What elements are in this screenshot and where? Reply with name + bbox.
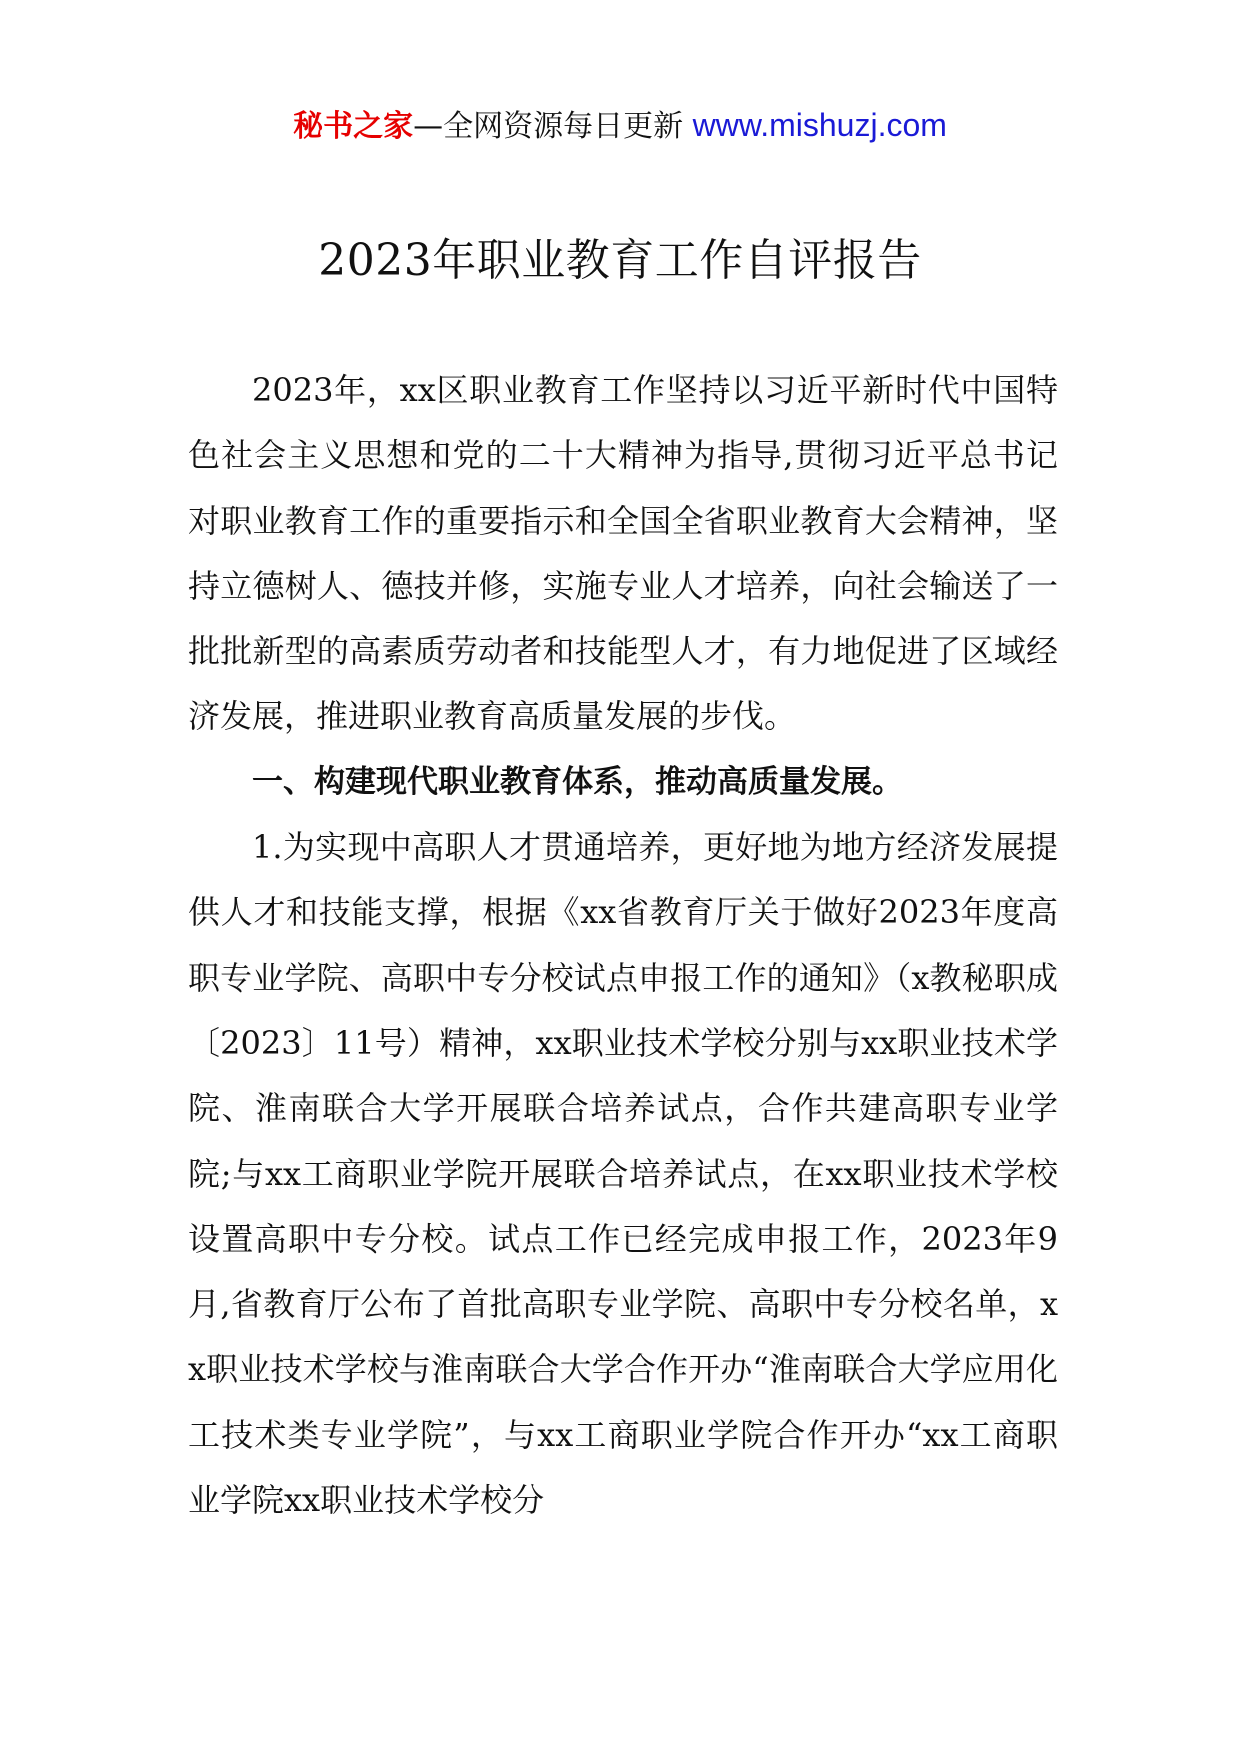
- site-tagline: —全网资源每日更新: [413, 109, 693, 144]
- site-brand: 秘书之家: [293, 109, 414, 144]
- intro-paragraph: 2023年，xx区职业教育工作坚持以习近平新时代中国特色社会主义思想和党的二十大精神为指导,贯彻习近平总书记对职业教育工作的重要指示和全国全省职业教育大会精神，坚持立德树人、德技并修，实施专业人才培养，向社会输送了一批批新型的高素质劳动者和技能型人才，有力地促进了区域经济发展，推进职业教育高质量发展的步伐。: [188, 371, 1058, 736]
- document-title: 2023年职业教育工作自评报告: [318, 235, 922, 286]
- site-url-link[interactable]: www.mishuzj.com: [692, 107, 947, 143]
- section-heading-1: 一、构建现代职业教育体系，推动高质量发展。: [252, 763, 903, 800]
- site-header: [0, 100, 1240, 152]
- document-body: [188, 358, 1058, 1533]
- body-paragraph-1: 1.为实现中高职人才贯通培养，更好地为地方经济发展提供人才和技能支撑，根据《xx省教育厅关于做好2023年度高职专业学院、高职中专分校试点申报工作的通知》（x教秘职成〔2023〕11号）精神，xx职业技术学校分别与xx职业技术学院、淮南联合大学开展联合培养试点，合作共建高职专业学院;与xx工商职业学院开展联合培养试点，在xx职业技术学校设置高职中专分校。试点工作已经完成申报工作，2023年9月,省教育厅公布了首批高职专业学院、高职中专分校名单，xx职业技术学校与淮南联合大学合作开办“淮南联合大学应用化工技术类专业学院”，与xx工商职业学院合作开办“xx工商职业学院xx职业技术学校分: [188, 828, 1058, 1520]
